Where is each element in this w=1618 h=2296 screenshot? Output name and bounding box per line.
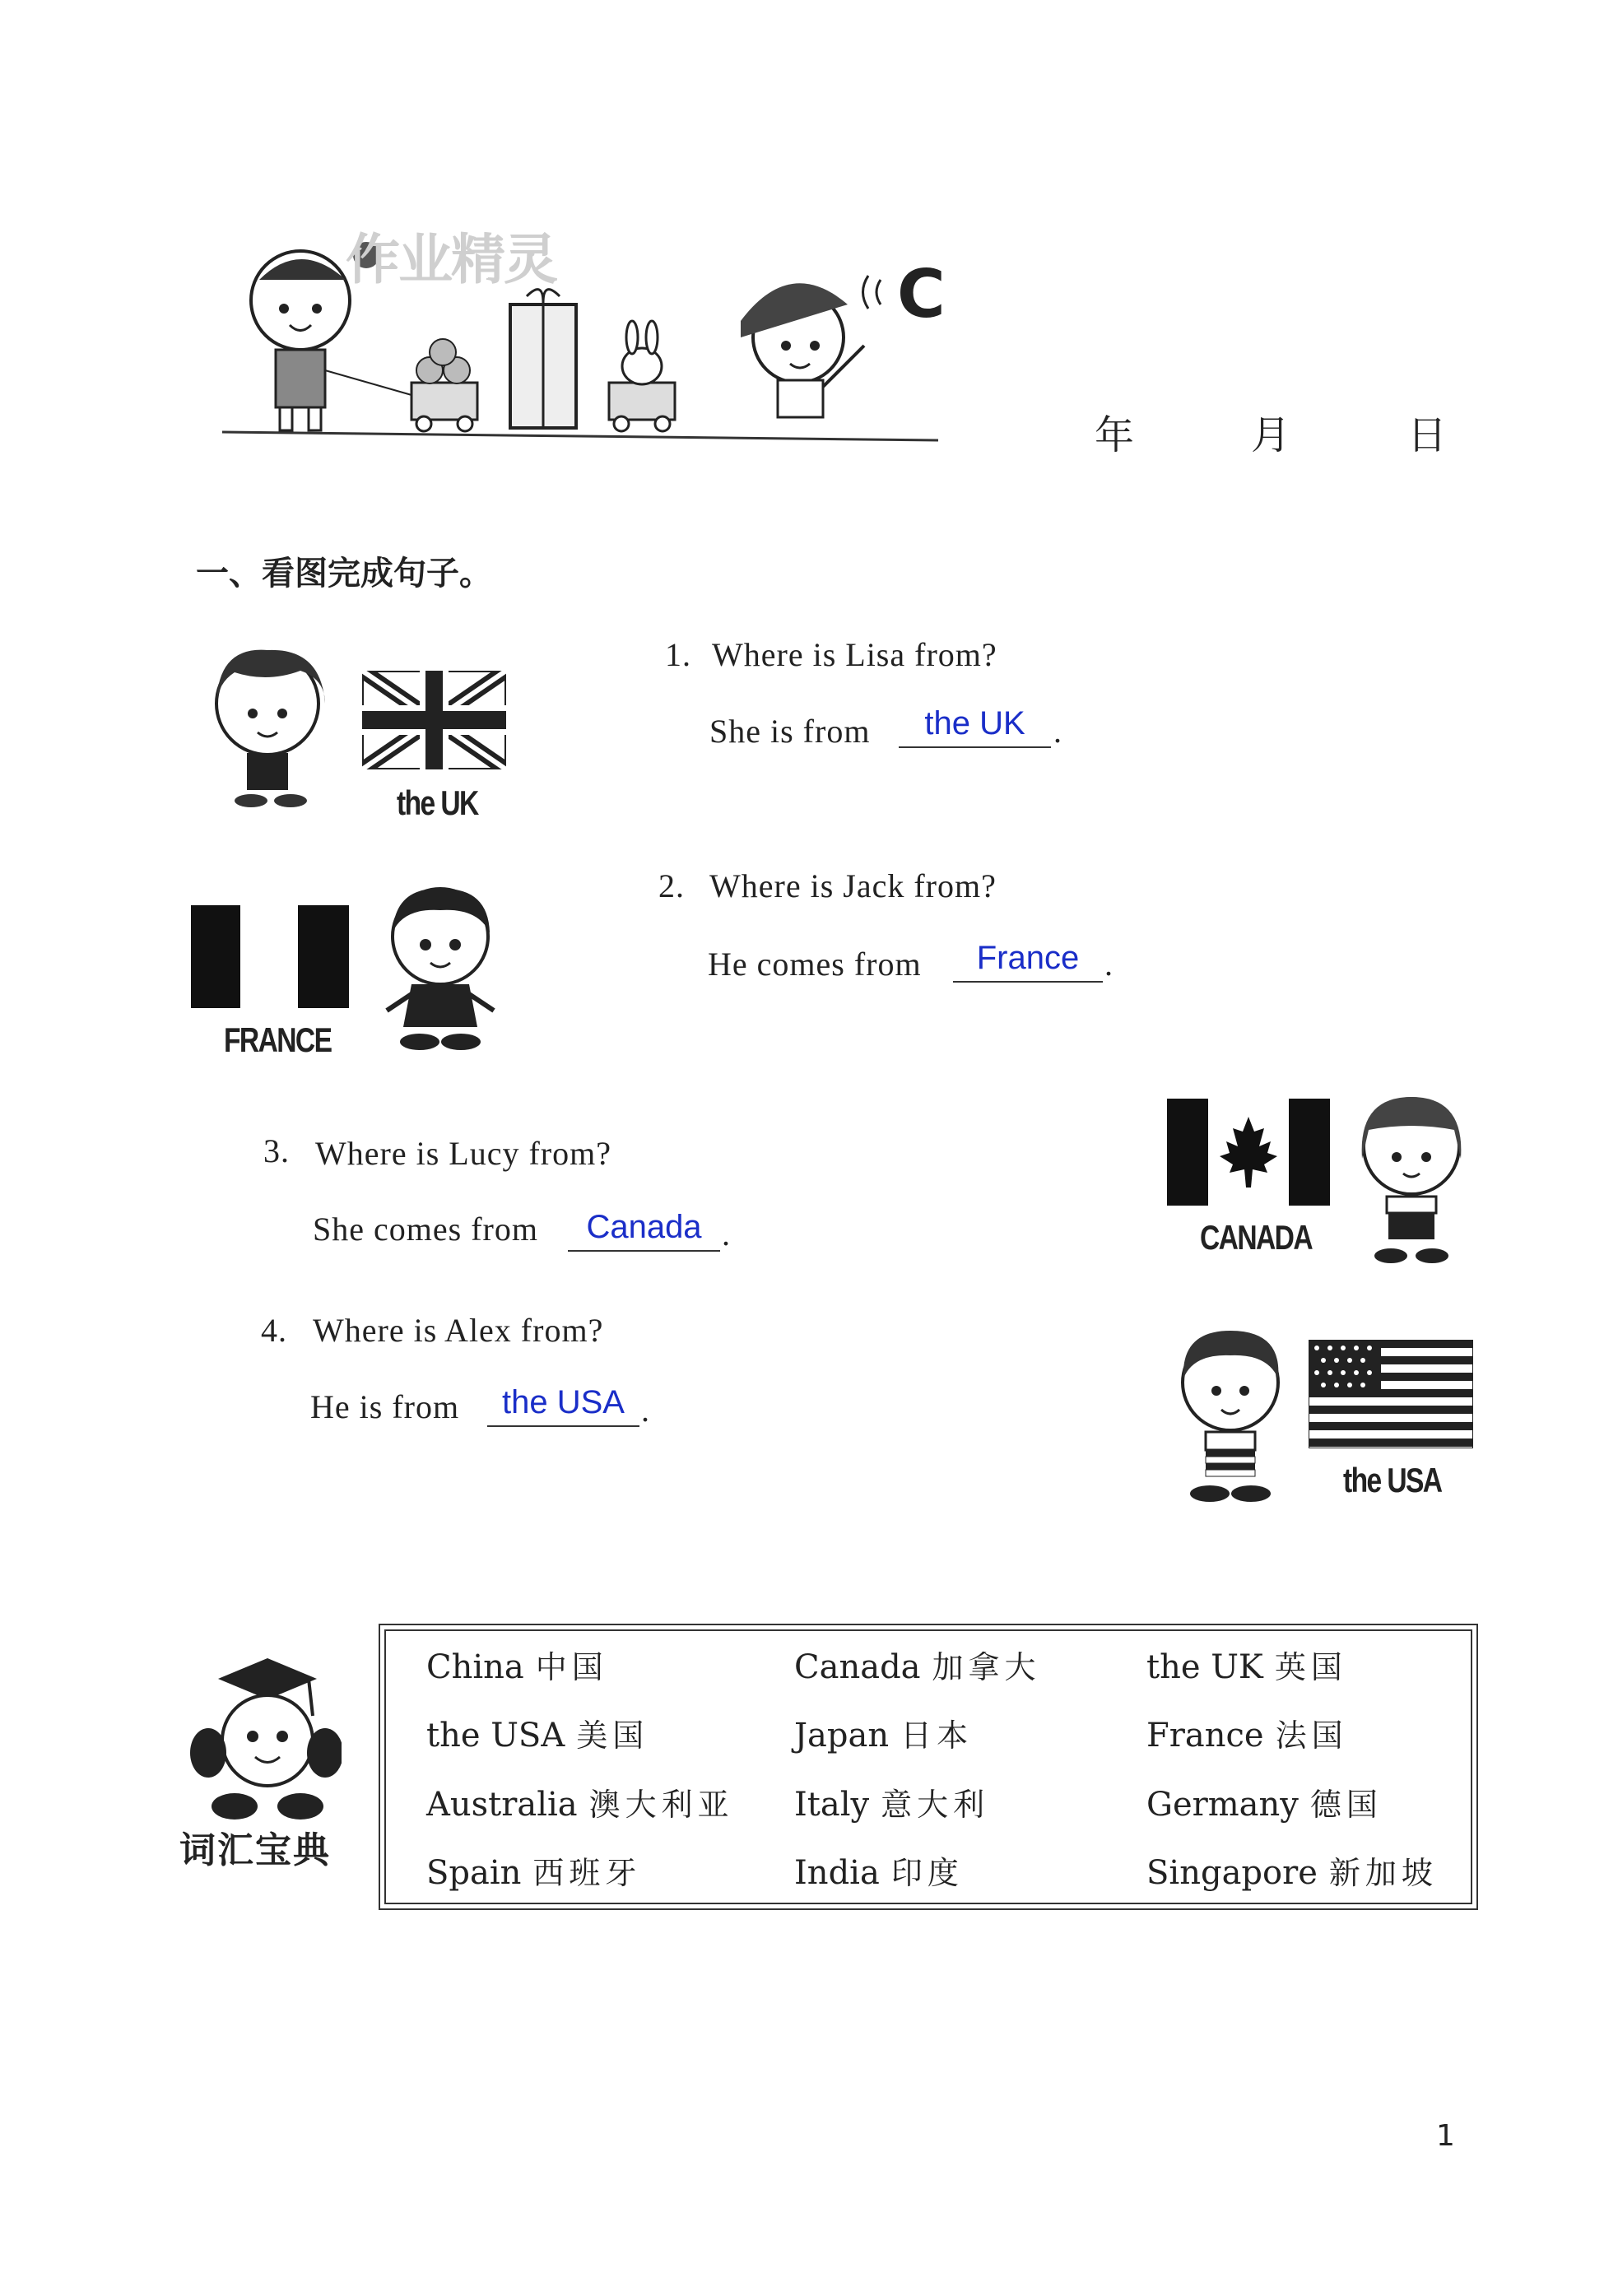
flag-label-uk: the UK [397,783,478,822]
vocab-label: 词汇宝典 [179,1829,331,1871]
q2-answer-prefix: He comes from [708,946,922,983]
vocab-english: Canada [794,1648,921,1686]
vocab-item [1146,1710,1348,1755]
q3-answer-blank[interactable]: Canada [568,1207,720,1252]
q1-answer-prefix: She is from [709,713,871,750]
lucy-illustration [1346,1085,1477,1269]
vocab-chinese: 德国 [1309,1787,1383,1823]
q1-period: . [1053,713,1062,750]
vocab-item [794,1779,989,1824]
q3-answer-prefix: She comes from [313,1211,538,1248]
france-flag [191,905,349,1011]
page-number: 1 [1436,2119,1455,2153]
q1-number: 1. [665,636,691,673]
svg-text:C: C [897,256,946,332]
vocab-chinese: 西班牙 [532,1855,642,1891]
vocab-item [426,1847,641,1893]
q2-question: Where is Jack from? [709,867,997,904]
vocab-item [1146,1642,1347,1687]
q3-question: Where is Lucy from? [315,1135,611,1172]
q3-period: . [722,1215,731,1253]
q2-number: 2. [658,867,685,904]
vocab-english: India [794,1854,880,1892]
q1-answer-blank[interactable]: the UK [899,704,1051,748]
q2-answer-blank[interactable]: France [953,938,1103,983]
q4-question: Where is Alex from? [313,1312,604,1349]
vocab-item [426,1710,649,1755]
vocab-english: Spain [426,1854,522,1892]
jack-illustration [374,879,506,1055]
q4-period: . [641,1392,650,1429]
q3-number: 3. [263,1132,290,1169]
vocab-item [794,1642,1041,1687]
usa-flag [1309,1340,1473,1452]
kids-toys-illustration [214,206,955,444]
section-title: 一、看图完成句子。 [196,555,492,593]
vocab-chinese: 新加坡 [1328,1855,1438,1891]
vocab-chinese: 意大利 [881,1787,990,1823]
vocab-english: China [426,1648,524,1686]
q2-period: . [1104,946,1114,983]
vocab-english: the UK [1146,1648,1263,1686]
vocab-chinese: 印度 [890,1855,964,1891]
vocab-chinese: 英国 [1274,1649,1347,1685]
canada-flag [1167,1099,1330,1209]
vocab-item [794,1847,964,1893]
vocab-english: Japan [794,1717,890,1755]
watermark: 作业精灵 [346,228,556,291]
vocab-item [1146,1779,1383,1824]
q4-answer-prefix: He is from [310,1388,460,1425]
date-year: 年 [1095,412,1135,458]
vocab-chinese: 中国 [535,1649,608,1685]
date-day: 日 [1407,412,1448,458]
q1-question: Where is Lisa from? [712,636,997,673]
vocab-chinese: 美国 [576,1717,649,1754]
vocab-english: the USA [426,1717,565,1755]
alex-illustration [1169,1321,1300,1509]
vocab-chinese: 法国 [1275,1717,1348,1754]
vocab-chinese: 日本 [900,1717,974,1754]
date-month: 月 [1251,412,1291,458]
header-illustration [214,206,955,444]
vocab-item [1146,1847,1438,1893]
vocab-english: Germany [1146,1786,1299,1824]
q4-answer-blank[interactable]: the USA [487,1383,639,1427]
q4-number: 4. [261,1312,287,1349]
vocab-english: Singapore [1146,1854,1318,1892]
vocab-english: Australia [426,1786,578,1824]
vocab-chinese: 加拿大 [932,1649,1041,1685]
flag-label-usa: the USA [1343,1461,1442,1499]
vocab-english: France [1146,1717,1264,1755]
lisa-illustration [202,638,350,814]
vocab-item [426,1642,608,1687]
vocab-chinese: 澳大利亚 [588,1787,734,1823]
vocab-item [794,1710,973,1755]
uk-flag [362,671,506,773]
vocab-english: Italy [794,1786,870,1824]
flag-label-canada: CANADA [1200,1218,1312,1257]
flag-label-france: FRANCE [224,1020,332,1059]
vocab-item [426,1779,734,1824]
vocab-mascot [177,1654,342,1830]
